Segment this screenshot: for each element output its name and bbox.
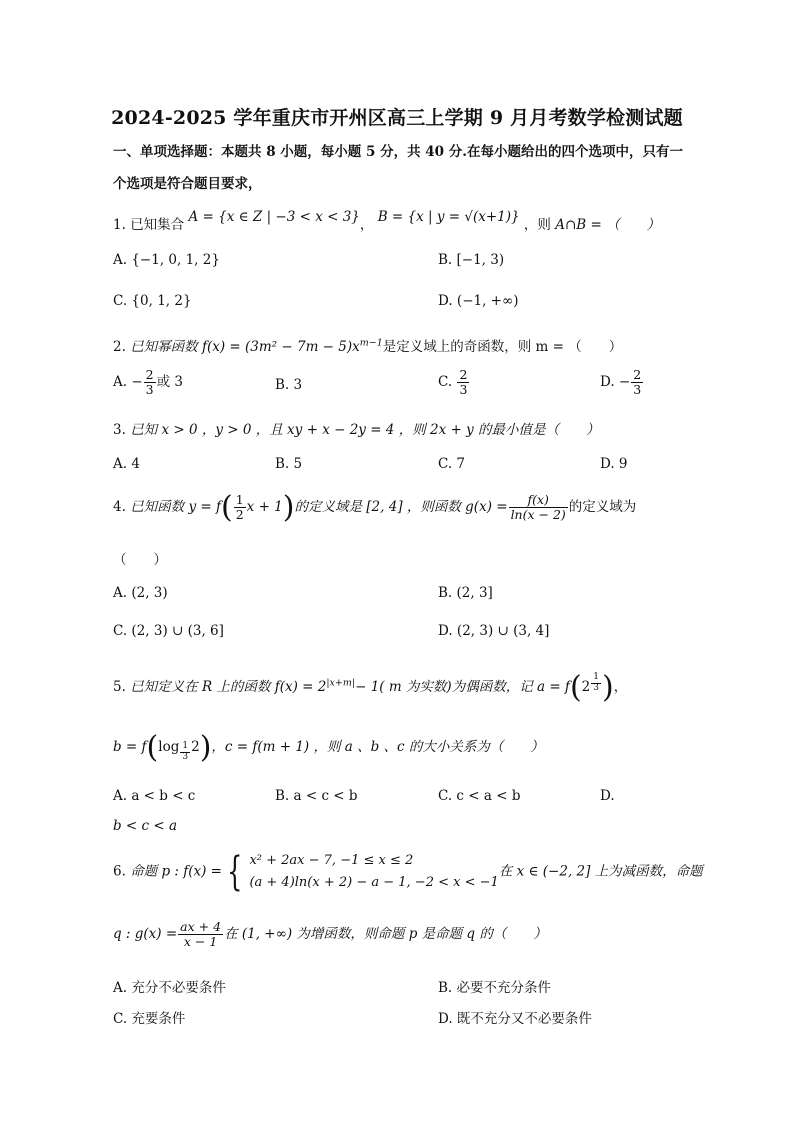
option-c[interactable] xyxy=(113,623,224,639)
question-text: 已知集合 xyxy=(130,217,185,233)
option-d[interactable] xyxy=(600,368,644,397)
question-number: 1. xyxy=(113,217,126,233)
numerator: f(x) xyxy=(509,493,568,508)
case-1: x² + 2ax − 7, −1 ≤ x ≤ 2 xyxy=(249,853,414,868)
question-text: b = f xyxy=(113,739,147,755)
question-1-stem: 1. 已知集合 A = {x ∈ Z | −3 < x < 3}， B = {x | y = √(x+1)} ，则 A∩B = （ ） xyxy=(113,209,661,233)
question-6-line-2 xyxy=(113,920,547,949)
paren-open: ( xyxy=(221,490,233,525)
option-c[interactable]: C. {0, 1, 2} xyxy=(113,293,192,309)
piecewise-cases xyxy=(249,850,498,894)
paren-close: ) xyxy=(282,490,295,525)
option-b[interactable]: B. [−1, 3) xyxy=(438,252,505,268)
paren-close: ) xyxy=(601,670,614,705)
question-ask: A∩B = （ ） xyxy=(555,217,661,233)
denominator: x − 1 xyxy=(183,933,218,949)
question-text: 已知函数 y = f xyxy=(130,499,221,515)
set-a: A = {x ∈ Z | −3 < x < 3} xyxy=(188,209,360,225)
set-b: B = {x | y = √(x+1)} xyxy=(377,209,520,225)
question-text: 是定义域上的奇函数，则 m = （ ） xyxy=(382,339,623,355)
question-2-stem xyxy=(113,335,622,355)
option-a[interactable]: A. (2, 3) xyxy=(113,585,168,601)
question-text: ，则 xyxy=(523,217,551,233)
question-text: 命题 p : f(x) = xyxy=(130,863,222,880)
fraction xyxy=(631,368,643,397)
question-text: 已知定义在 R 上的函数 f(x) = 2 xyxy=(130,679,327,695)
option-c-label: C. xyxy=(438,373,453,390)
question-text: q : g(x) = xyxy=(113,925,178,942)
option-d[interactable]: D. xyxy=(600,788,615,804)
numerator: 1 xyxy=(235,492,244,508)
denominator: 3 xyxy=(593,682,599,693)
denominator: 3 xyxy=(145,381,154,397)
option-c[interactable]: C. 充要条件 xyxy=(113,1011,186,1027)
question-5-line-2 xyxy=(113,730,544,765)
option-c[interactable]: C. c < a < b xyxy=(438,788,521,804)
option-b[interactable]: B. a < c < b xyxy=(275,788,358,804)
question-number: 2. xyxy=(113,339,126,355)
section-instructions xyxy=(113,136,693,200)
power-exponent xyxy=(590,671,602,693)
option-a-tail: 或 3 xyxy=(156,373,183,390)
question-number: 3. xyxy=(113,422,126,438)
page-title: 2024-2025 学年重庆市开州区高三上学期 9 月月考数学检测试题 xyxy=(111,107,683,129)
power-base: 2 xyxy=(581,679,591,695)
option-a-label: A. − xyxy=(113,373,143,390)
option-a[interactable]: A. {−1, 0, 1, 2} xyxy=(113,252,220,268)
log-arg: 2 xyxy=(191,739,200,755)
question-text: 的定义域是 [2, 4] ，则函数 g(x) = xyxy=(294,499,508,515)
denominator: 3 xyxy=(182,751,189,762)
exponent: |x+m| xyxy=(326,677,356,689)
option-c-label: C. (2, 3) ∪ (3, 6] xyxy=(113,623,224,639)
option-b[interactable]: B. 必要不充分条件 xyxy=(438,980,552,996)
option-a[interactable]: A. 4 xyxy=(113,456,140,472)
question-5-stem xyxy=(113,670,627,705)
denominator: 2 xyxy=(235,507,244,522)
exponent: m−1 xyxy=(359,337,383,349)
paren-close: ) xyxy=(199,730,212,765)
instruction-line-2: 个选项是符合题目要求， xyxy=(113,176,262,192)
option-a[interactable] xyxy=(113,368,183,397)
question-text: 的定义域为 xyxy=(568,499,637,515)
denominator: 3 xyxy=(459,381,468,397)
question-number: 6. xyxy=(113,863,126,880)
paren-open: ( xyxy=(569,670,582,705)
question-number: 5. xyxy=(113,679,126,695)
fraction xyxy=(591,673,601,694)
fraction xyxy=(144,368,156,397)
option-a[interactable]: A. a < b < c xyxy=(113,788,196,804)
fraction xyxy=(457,368,469,397)
log-text: log xyxy=(158,739,180,755)
fraction xyxy=(180,742,190,763)
question-6-stem xyxy=(113,850,703,894)
question-text: x + 1 xyxy=(246,499,283,515)
option-d-value: b < c < a xyxy=(113,818,178,834)
option-d[interactable]: D. 9 xyxy=(600,456,628,472)
numerator: 1 xyxy=(182,740,189,751)
numerator: 2 xyxy=(459,367,468,382)
fraction xyxy=(178,920,223,949)
question-text: ， xyxy=(613,679,628,695)
question-text: 在 (1, +∞) 为增函数，则命题 p 是命题 q 的（ ） xyxy=(224,925,547,942)
fraction xyxy=(509,493,568,522)
answer-paren: （ ） xyxy=(113,552,167,568)
option-d-label: D. − xyxy=(600,373,631,390)
question-3-stem xyxy=(113,418,600,438)
option-b[interactable]: B. (2, 3] xyxy=(438,585,493,601)
numerator: 2 xyxy=(633,367,642,382)
paren-open: ( xyxy=(146,730,159,765)
option-d[interactable]: D. (2, 3) ∪ (3, 4] xyxy=(438,623,550,639)
fraction xyxy=(234,493,246,522)
option-d[interactable]: D. (−1, +∞) xyxy=(438,293,519,309)
question-text: ，c = f(m + 1) ，则 a 、b 、c 的大小关系为（ ） xyxy=(211,739,544,755)
numerator: 2 xyxy=(145,367,154,382)
question-text: 已知 x > 0 ，y > 0 ，且 xy + x − 2y = 4 ，则 2x + y 的最小值是（ ） xyxy=(130,422,600,438)
question-text: 在 x ∈ (−2, 2] 上为减函数，命题 xyxy=(498,863,703,880)
log-base xyxy=(179,740,191,762)
numerator: 1 xyxy=(593,671,599,682)
question-text: 已知幂函数 f(x) = (3m² − 7m − 5)x xyxy=(130,339,360,355)
question-number: 4. xyxy=(113,499,126,515)
option-a[interactable]: A. 充分不必要条件 xyxy=(113,980,226,996)
instruction-line-1: 一、单项选择题：本题共 8 小题，每小题 5 分，共 40 分.在每小题给出的四个选项中，只有一 xyxy=(113,144,683,160)
option-b[interactable]: B. 5 xyxy=(275,456,303,472)
brace-icon: { xyxy=(227,849,243,895)
numerator: ax + 4 xyxy=(180,919,222,934)
option-d[interactable]: D. 既不充分又不必要条件 xyxy=(438,1011,592,1027)
option-c[interactable]: C. 7 xyxy=(438,456,466,472)
case-2: (a + 4)ln(x + 2) − a − 1, −2 < x < −1 xyxy=(249,875,499,890)
option-b[interactable]: B. 3 xyxy=(275,377,303,393)
option-c[interactable] xyxy=(438,368,470,397)
denominator: ln(x − 2) xyxy=(510,507,566,522)
question-text: − 1( m 为实数)为偶函数，记 a = f xyxy=(355,679,570,695)
denominator: 3 xyxy=(633,381,642,397)
question-4-stem xyxy=(113,490,636,525)
